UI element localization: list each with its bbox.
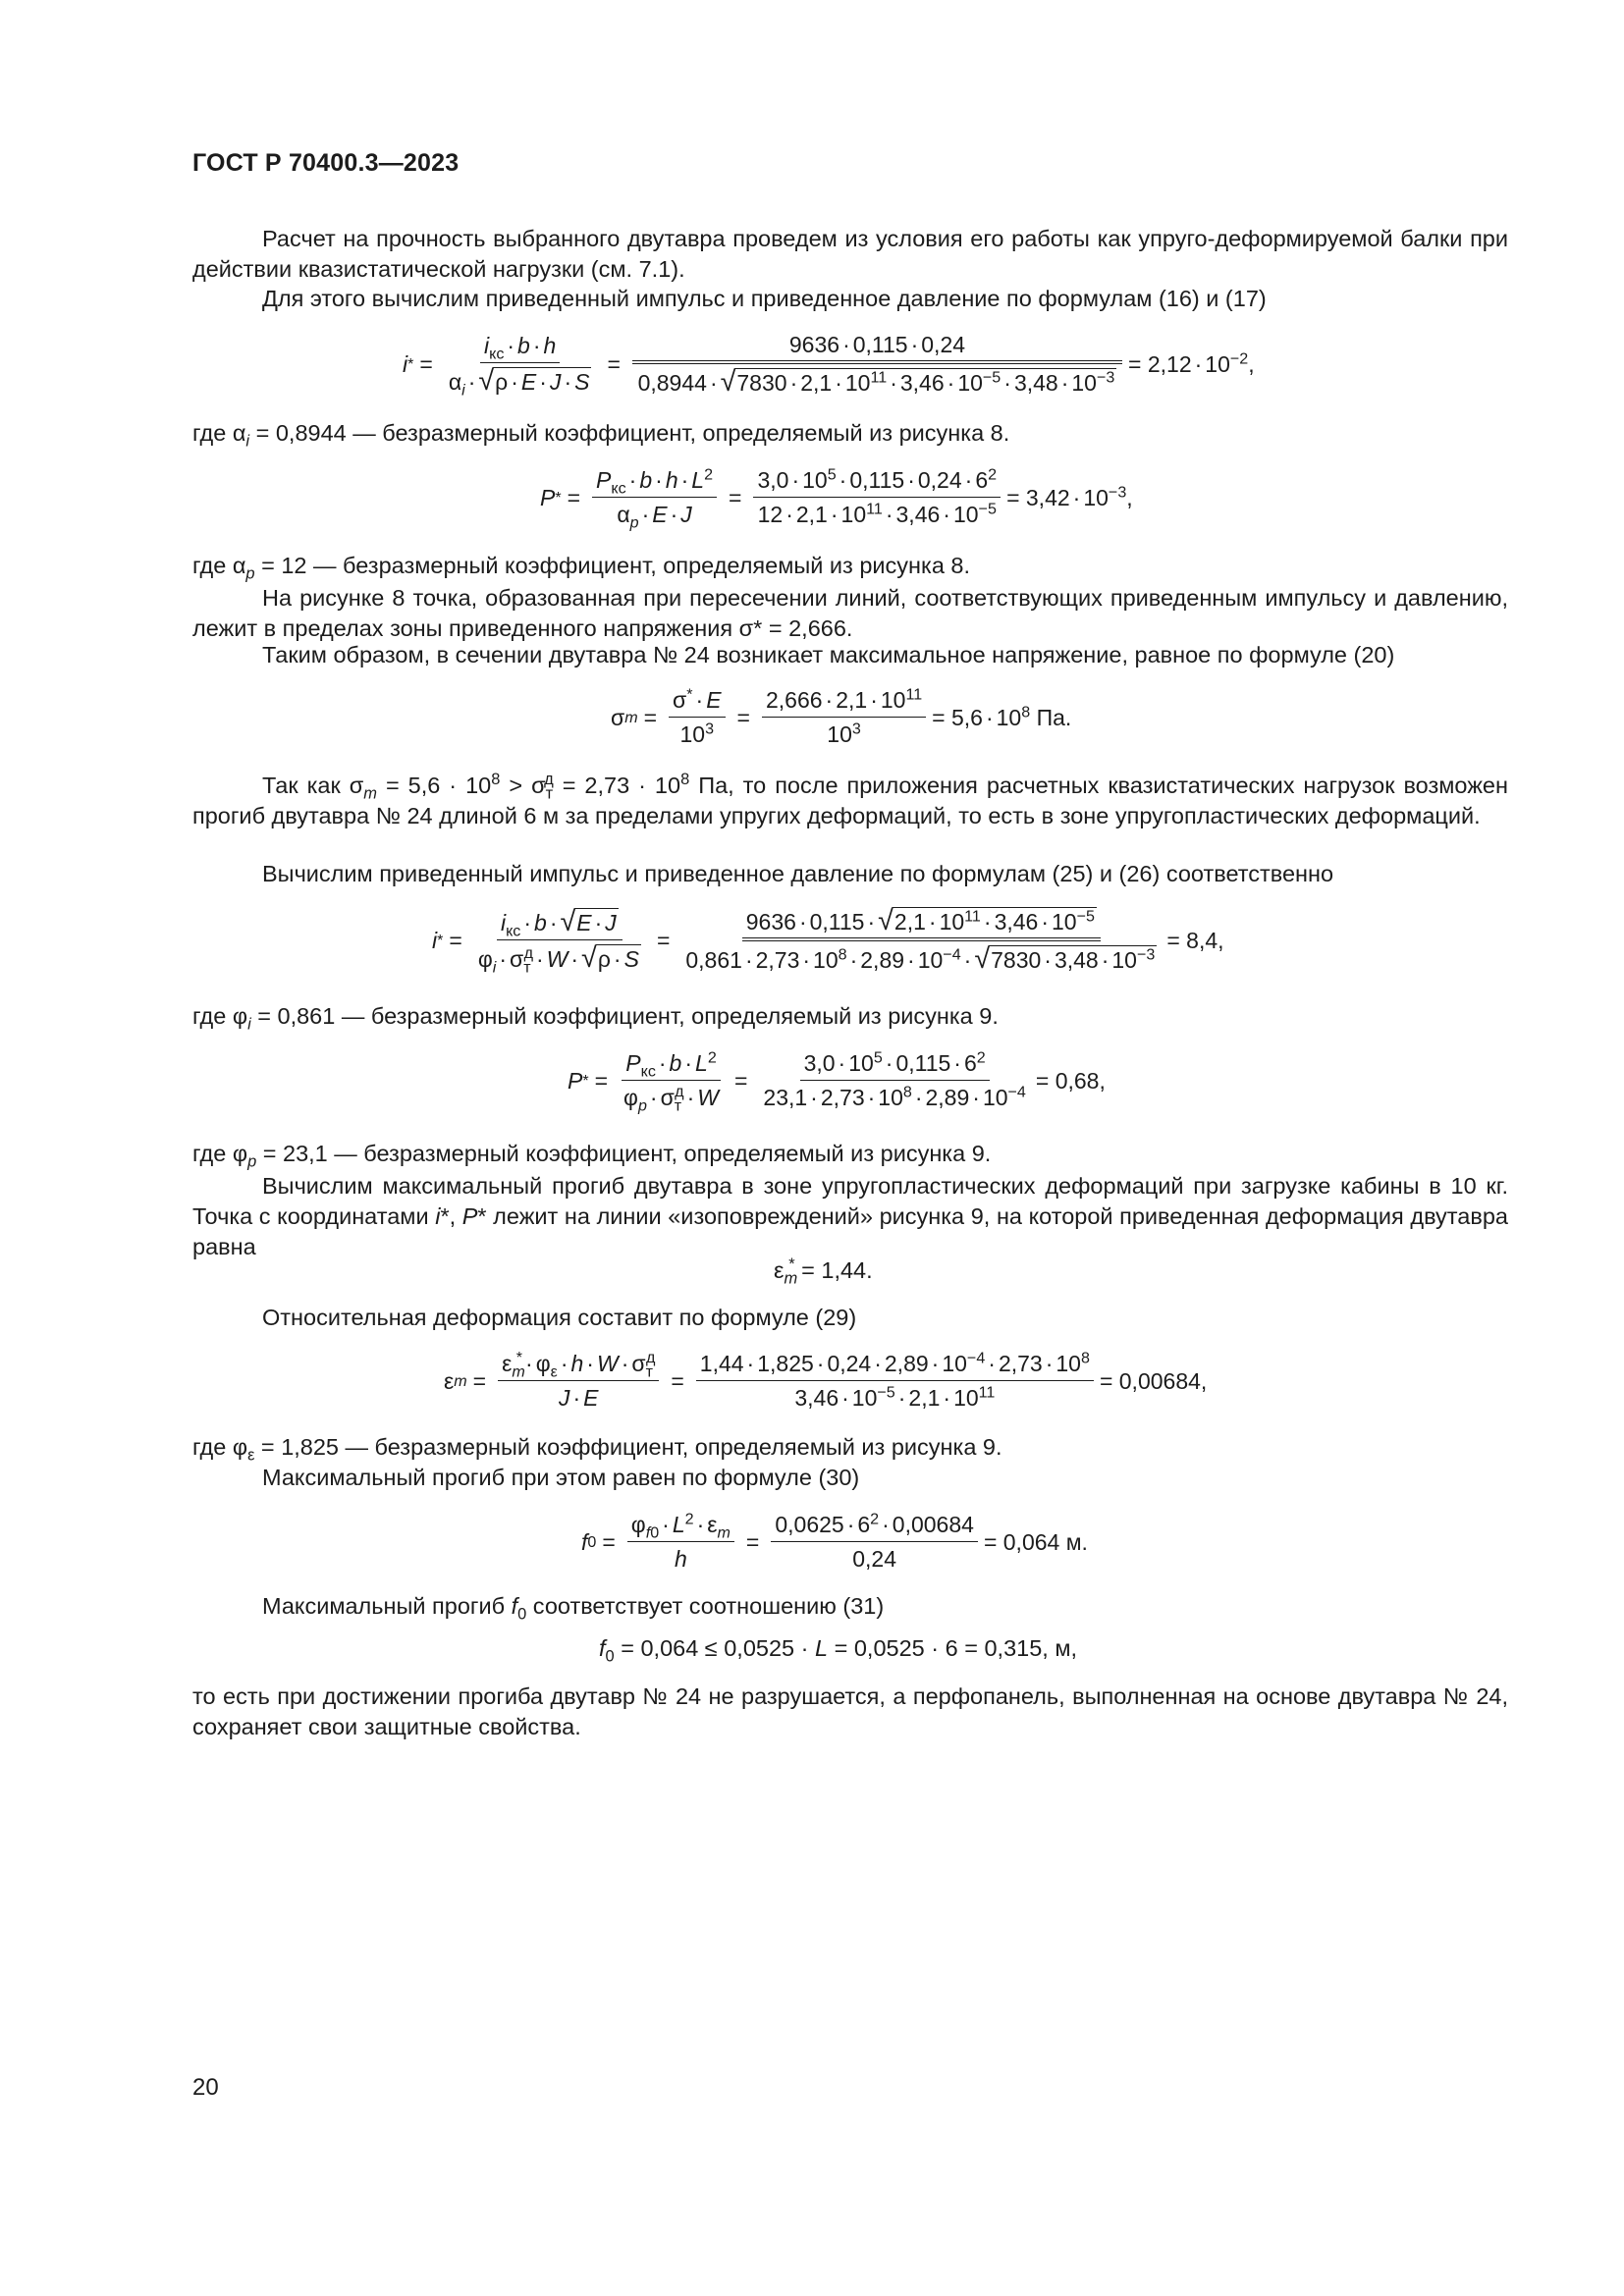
formula-4-result: = 8,4, <box>1166 927 1224 953</box>
formula-max-deflection: f 0 = $\frac{\varphi_{f0} \cdot L^2 \cdot \varepsilon_m}{h}$ = $\frac{0,0625 \cdot 6^2 \cdot 0,00684}{0,24}$ = 0,064 м. <box>581 1510 1088 1572</box>
formula-reduced-pressure-2: P * = $\frac{P_{кс} \cdot b \cdot L^2}{\varphi_p \cdot \sigma_т^д \cdot W}$ = $\frac{3,0 \cdot 10^5 \cdot 0,115 \cdot 6^2}{23,1 \cdot 2,73 \cdot 10^8 \cdot 2,89 \cdot 10^{-4}}$ = 0,68, <box>568 1048 1106 1115</box>
paragraph-formulas-25-26: Вычислим приведенный импульс и приведенное давление по формулам (25) и (26) соответственно <box>262 861 1334 886</box>
paragraph-formula-30: Максимальный прогиб при этом равен по формуле (30) <box>262 1465 860 1490</box>
formula-1-result: = $2,12 \cdot 10^{-2}$, <box>1128 348 1255 377</box>
formula-3-result: = $5,6 \cdot 10^8$ Па. <box>932 702 1072 730</box>
reduced-strain-value: $\varepsilon_m^* = 1,44$. <box>774 1255 873 1288</box>
paragraph-figure-8-text: На рисунке 8 точка, образованная при пересечении линий, соответствующих приведенным импульсу и давлению, лежит в пределах зоны приведенного напряжения σ* = 2,666. <box>192 585 1508 641</box>
where-phi-eps: где $\varphi_\varepsilon = 1,825$ — безразмерный коэффициент, определяемый из рисунка 9. <box>192 1434 1002 1465</box>
paragraph-conclusion-text: то есть при достижении прогиба двутавр № 24 не разрушается, а перфопанель, выполненная на основе двутавра № 24, сохраняет свои защитные свойства. <box>192 1683 1508 1739</box>
formula-max-stress: σ m = $\frac{\sigma^* \cdot E}{10^3}$ = $\frac{2,666 \cdot 2,1 \cdot 10^{11}}{10^3}$ = $5,6 \cdot 10^8$ Па. <box>611 685 1072 747</box>
formula-relative-strain: ε m = $\frac{\varepsilon_m^* \cdot \varphi_\varepsilon \cdot h \cdot W \cdot \sigma_т^д}{J \cdot E}$ = $\frac{1,44 \cdot 1,825 \cdot 0,24 \cdot 2,89 \cdot 10^{-4} \cdot 2,73 \cdot 10^8}{3,46 \cdot 10^{-5} \cdot 2,1 \cdot 10^{11}}$ = 0,00684, <box>444 1349 1208 1411</box>
paragraph-formula-29: Относительная деформация составит по формуле (29) <box>262 1305 857 1330</box>
formula-reduced-impulse-2: i * = $i_{кс} \cdot b$ · √ E · J $\varphi_i \cdot \sigma_т^д \cdot W$ · √ ρ · S = 9636 · 0,115 · √ $2,1 \cdot 10^{11} \cdot 3,46 \cdot 10^{-5}$ $0,861 \cdot 2,73 \cdot 10^8 \cdot 2,89 \cdot 10^{-4}$ · √ $7830 \cdot 3,48 \cdot 10^{-3}$ = 8,4, <box>432 905 1224 977</box>
formula-2-result: = $3,42 \cdot 10^{-3}$, <box>1006 482 1133 510</box>
paragraph-figure-8 <box>192 583 1508 644</box>
formula-reduced-pressure-1: P * = $\frac{P_{кс} \cdot b \cdot h \cdot L^2}{\alpha_p \cdot E \cdot J}$ = $\frac{3,0 \cdot 10^5 \cdot 0,115 \cdot 0,24 \cdot 6^2}{12 \cdot 2,1 \cdot 10^{11} \cdot 3,46 \cdot 10^{-5}}$ = $3,42 \cdot 10^{-3}$, <box>540 465 1133 532</box>
where-alpha-p: где $\alpha_p = 12$ — безразмерный коэффициент, определяемый из рисунка 8. <box>192 553 971 583</box>
paragraph-formula-31: Максимальный прогиб $f_0$ соответствует соотношению (31) <box>262 1593 885 1624</box>
paragraph-elastoplastic: Так как $\sigma_m = 5,6 \cdot 10^8 > \sigma_т^д = 2,73 \cdot 10^8$ Па, то после приложения расчетных квазистатических нагрузок возможен прогиб двутавра № 24 длиной 6 м за пределами упругих деформаций, то есть в зоне упругопластических деформаций. <box>192 771 1508 828</box>
where-phi-i: где $\varphi_i = 0,861$ — безразмерный коэффициент, определяемый из рисунка 9. <box>192 1003 999 1034</box>
document-header: ГОСТ Р 70400.3—2023 <box>192 149 460 177</box>
formula-6-result: = 0,00684, <box>1099 1367 1208 1394</box>
page-number: 20 <box>192 2074 219 2101</box>
where-phi-p: где $\varphi_p = 23,1$ — безразмерный коэффициент, определяемый из рисунка 9. <box>192 1141 992 1171</box>
paragraph-formulas-16-17: Для этого вычислим приведенный импульс и приведенное давление по формулам (16) и (17) <box>262 286 1267 311</box>
paragraph-max-deflection: Вычислим максимальный прогиб двутавра в зоне упругопластических деформаций при загрузке кабины в 10 кг. Точка с координатами i*, P* лежит на линии «изоповреждений» рисунка 9, на которой приведенная деформация двутавра равна <box>192 1173 1508 1259</box>
formula-7-result: = 0,064 м. <box>983 1528 1088 1555</box>
deflection-inequality: $f_0 = 0,064 \le 0,0525 \cdot L = 0,0525 \cdot 6 = 0,315$, м, <box>599 1635 1078 1666</box>
paragraph-conclusion <box>192 1682 1508 1742</box>
where-alpha-i: где $\alpha_i = 0,8944$ — безразмерный коэффициент, определяемый из рисунка 8. <box>192 420 1010 451</box>
formula-reduced-impulse-1: i * = $i_{кс} \cdot b \cdot h$ $\alpha_i$ · √ ρ · E · J · S = 9636 · 0,115 · 0,24 0,8944 · √ $7830 \cdot 2,1 \cdot 10^{11} \cdot 3,46 \cdot 10^{-5} \cdot 3,48 \cdot 10^{-3}$ = $2,12 \cdot 10^{-2}$, <box>403 332 1255 400</box>
paragraph-intro <box>192 224 1508 285</box>
paragraph-intro-text: Расчет на прочность выбранного двутавра проведем из условия его работы как упруго-деформируемой балки при действии квазистатической нагрузки (см. 7.1). <box>192 226 1508 282</box>
formula-5-result: = 0,68, <box>1035 1067 1106 1094</box>
paragraph-max-stress: Таким образом, в сечении двутавра № 24 возникает максимальное напряжение, равное по формуле (20) <box>262 642 1395 667</box>
